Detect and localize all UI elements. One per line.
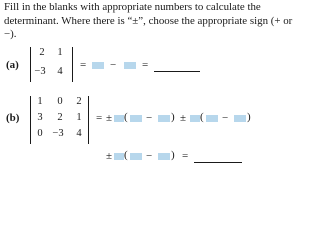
part-b-minus-1: − <box>146 112 153 124</box>
part-a-a22: 4 <box>57 66 63 77</box>
part-b-close-2: ) <box>247 111 251 123</box>
part-b-blank-3a[interactable] <box>130 153 142 160</box>
part-b-pm-2[interactable]: ± <box>180 112 187 124</box>
part-a-a12: 1 <box>57 47 63 58</box>
part-a-equals-2: = <box>142 59 149 71</box>
part-b-equals: = <box>96 112 103 124</box>
part-a-a11: 2 <box>39 47 45 58</box>
part-b-equals-2: = <box>182 150 189 162</box>
part-b-a33: 4 <box>76 128 82 139</box>
part-a-right-bar <box>72 47 73 82</box>
part-b-a21: 3 <box>37 112 43 123</box>
part-b-coef-3[interactable] <box>114 153 124 160</box>
part-a-minus: − <box>110 59 117 71</box>
part-b-blank-3b[interactable] <box>158 153 170 160</box>
part-b-blank-1a[interactable] <box>130 115 142 122</box>
part-b-open-2: ( <box>200 111 204 123</box>
part-b-label: (b) <box>6 112 20 124</box>
part-b-open-3: ( <box>124 149 128 161</box>
part-b-a11: 1 <box>37 96 43 107</box>
part-b-coef-2[interactable] <box>190 115 200 122</box>
part-b-a31: 0 <box>37 128 43 139</box>
part-b-pm-3[interactable]: ± <box>106 150 113 162</box>
part-b-blank-1b[interactable] <box>158 115 170 122</box>
part-b-blank-2b[interactable] <box>234 115 246 122</box>
part-b-a23: 1 <box>76 112 82 123</box>
part-a-left-bar <box>30 47 31 82</box>
part-b-coef-1[interactable] <box>114 115 124 122</box>
part-b-a32: −3 <box>52 128 64 139</box>
part-a-answer-line[interactable] <box>154 71 200 72</box>
part-a-blank-2[interactable] <box>124 62 136 69</box>
part-b-a13: 2 <box>76 96 82 107</box>
part-a-equals: = <box>80 59 87 71</box>
part-b-a12: 0 <box>57 96 63 107</box>
part-b-close-3: ) <box>171 149 175 161</box>
part-a-blank-1[interactable] <box>92 62 104 69</box>
part-b-minus-2: − <box>222 112 229 124</box>
part-b-blank-2a[interactable] <box>206 115 218 122</box>
part-b-left-bar <box>30 96 31 144</box>
part-b-right-bar <box>88 96 89 144</box>
part-b-answer-line[interactable] <box>194 162 242 163</box>
instructions-text: Fill in the blanks with appropriate numbers to calculate the determinant. Where there is “±”, choose the appropriate sign (+ or −). <box>4 1 293 40</box>
part-b-open-1: ( <box>124 111 128 123</box>
part-a-a21: −3 <box>34 66 46 77</box>
part-b-minus-3: − <box>146 150 153 162</box>
part-b-a22: 2 <box>57 112 63 123</box>
part-a-label: (a) <box>6 59 19 71</box>
part-b-pm-1[interactable]: ± <box>106 112 113 124</box>
part-b-close-1: ) <box>171 111 175 123</box>
